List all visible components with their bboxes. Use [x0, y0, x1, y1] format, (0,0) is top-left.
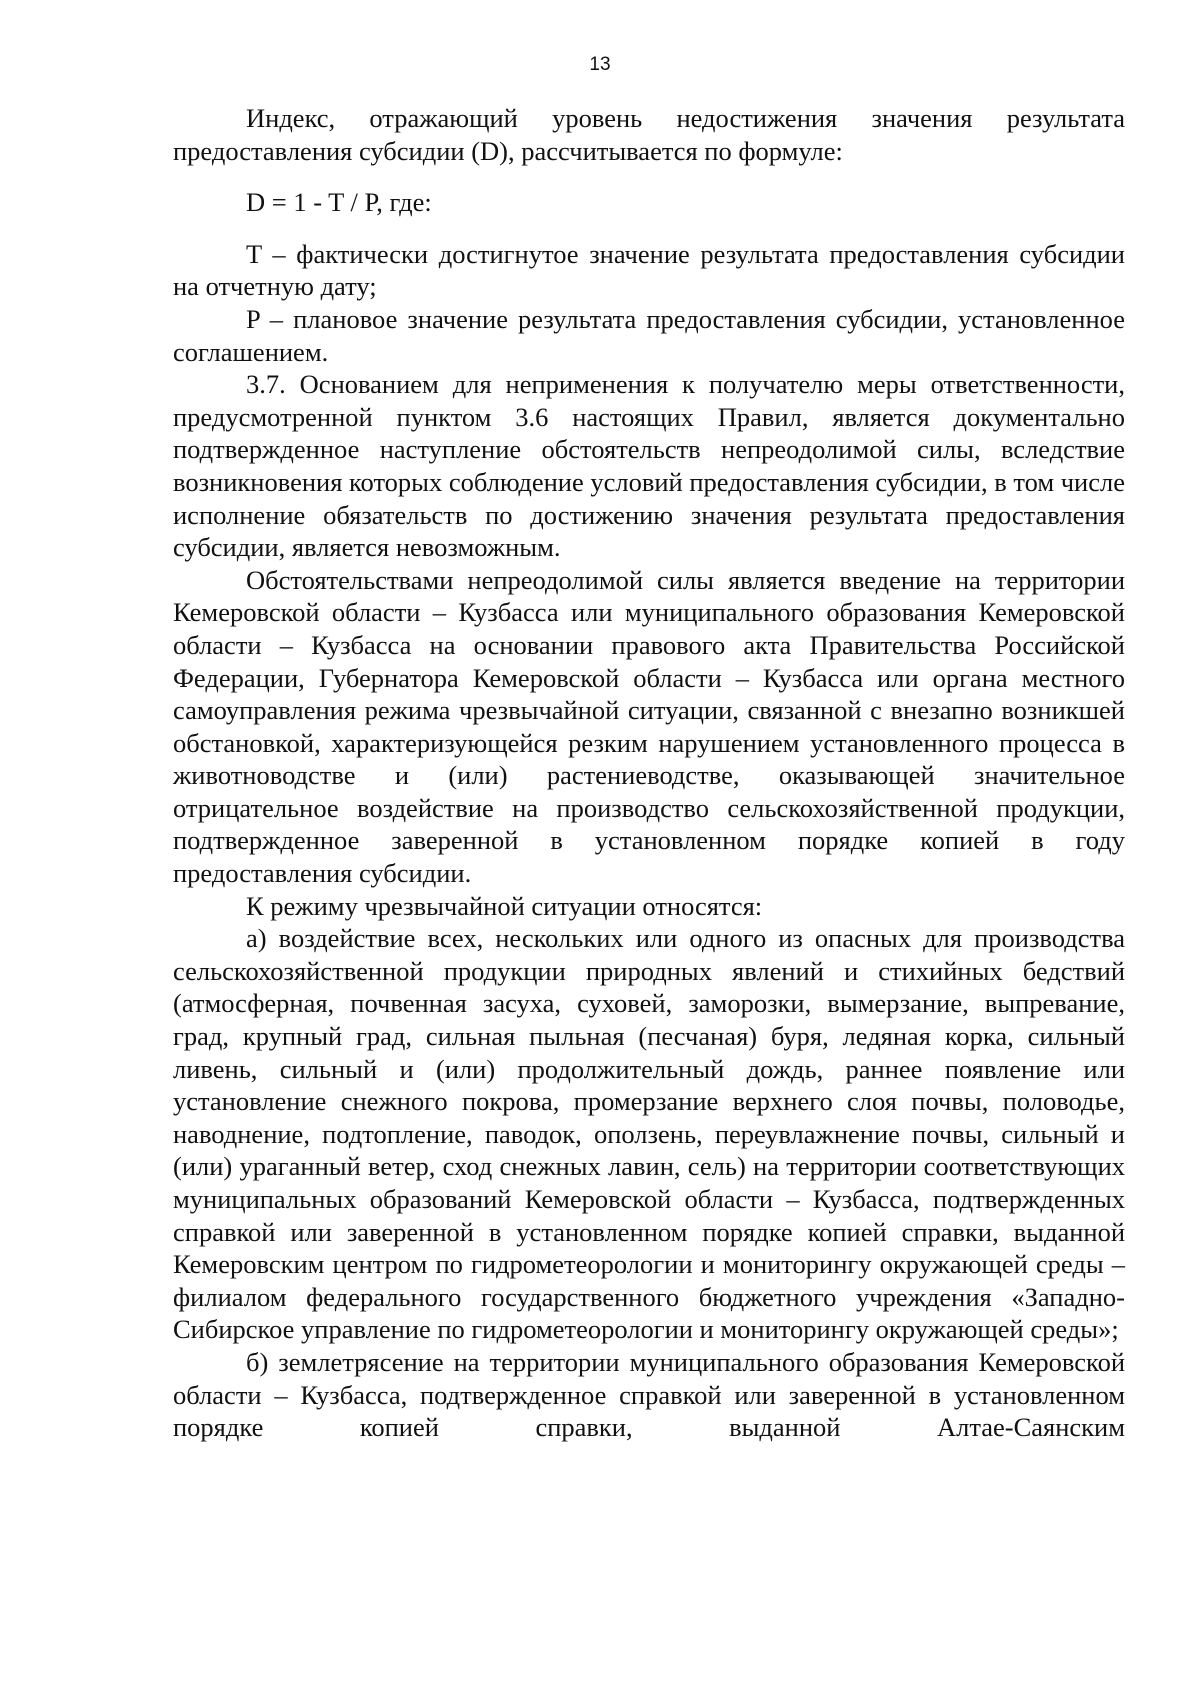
paragraph-item-a: а) воздействие всех, нескольких или одного из опасных для производства сельскохозяйственной продукции природных явлений и стихийных бедствий (атмосферная, почвенная засуха, суховей, заморозки, вымерзание, выпревание, град, крупный град, сильная пыльная (песчаная) буря, ледяная корка, сильный ливень, сильный и (или) продолжительный дождь, раннее появление или установление снежного покрова, промерзание верхнего слоя почвы, половодье, наводнение, подтопление, паводок, оползень, переувлажнение почвы, сильный и (или) ураганный ветер, сход снежных лавин, сель) на территории соответствующих муниципальных образований Кемеровской области – Кузбасса, подтвержденных справкой или заверенной в установленном порядке копией справки, выданной Кемеровским центром по гидрометеорологии и мониторингу окружающей среды – филиалом федерального государственного бюджетного учреждения «Западно-Сибирское управление по гидрометеорологии и мониторингу окружающей среды»;: [173, 923, 1125, 1345]
paragraph-index-definition: Индекс, отражающий уровень недостижения значения результата предоставления субсидии (D), рассчитывается по формуле:: [173, 103, 1125, 166]
paragraph-item-b: б) землетрясение на территории муниципального образования Кемеровской области – Кузбасса, подтвержденное справкой или заверенной в установленном порядке копией справки, выданной Алтае-Саянским: [173, 1346, 1125, 1443]
paragraph-p-definition: P – плановое значение результата предоставления субсидии, установленное соглашением.: [173, 303, 1125, 367]
page-number: 13: [589, 54, 611, 75]
paragraph-t-definition: T – фактически достигнутое значение результата предоставления субсидии на отчетную дату;: [173, 238, 1125, 302]
formula: D = 1 - T / P, где:: [246, 187, 432, 218]
paragraph-3-7: 3.7. Основанием для неприменения к получателю меры ответственности, предусмотренной пунктом 3.6 настоящих Правил, является документально подтвержденное наступление обстоятельств непреодолимой силы, вследствие возникновения которых соблюдение условий предоставления субсидии, в том числе исполнение обязательств по достижению значения результата предоставления субсидии, является невозможным.: [173, 369, 1125, 563]
paragraph-force-majeure: Обстоятельствами непреодолимой силы является введение на территории Кемеровской области – Кузбасса или муниципального образования Кемеровской области – Кузбасса на основании правового акта Правительства Российской Федерации, Губернатора Кемеровской области – Кузбасса или органа местного самоуправления режима чрезвычайной ситуации, связанной с внезапно возникшей обстановкой, характеризующейся резким нарушением установленного процесса в животноводстве и (или) растениеводстве, оказывающей значительное отрицательное воздействие на производство сельскохозяйственной продукции, подтвержденное заверенной в установленном порядке копией в году предоставления субсидии.: [173, 564, 1125, 889]
document-body: [173, 102, 1125, 1444]
paragraph-emergency-list-intro: К режиму чрезвычайной ситуации относятся:: [246, 890, 763, 921]
